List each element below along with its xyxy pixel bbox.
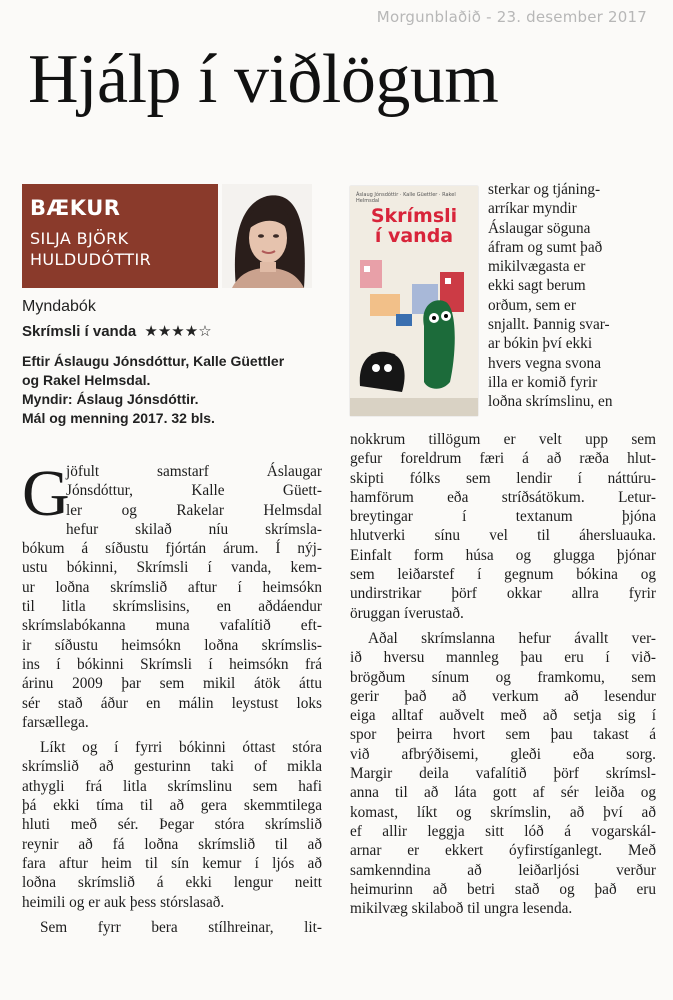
text-line: mikilvæg skilaboð til ungra lesenda.	[350, 900, 573, 918]
text-line: fara aftur heim til sín kemur í ljós að	[22, 854, 322, 872]
text-line: undirstrikar þörf okkar allra fyrir	[350, 585, 656, 603]
text-line: samkenndina að leiðarljósi verður	[350, 861, 656, 879]
text-line: loðna skrímslið á ekki lengur neitt	[22, 874, 322, 892]
text-line: ið hversu mannleg þau eru í við-	[350, 649, 656, 667]
text-line: til litla skrímslisins, en aðdáendur	[22, 598, 322, 616]
section-rubric	[22, 184, 218, 288]
text-line: ler og Rakelar Helmsdal	[66, 501, 322, 519]
credit-line: og Rakel Helmsdal.	[22, 372, 151, 388]
text-line: ir síðustu heimsókn loðna skrímslis-	[22, 636, 322, 654]
headline: Hjálp í viðlögum	[28, 41, 499, 118]
text-line: hvers vegna svona	[488, 354, 601, 372]
text-line: ur loðna skrímslið aftur í heimsókn	[22, 578, 322, 596]
text-line: Áslaugar söguna	[488, 219, 591, 237]
text-line: hamförum eða stríðsátökum. Letur-	[350, 488, 656, 506]
article-column-left	[22, 457, 322, 937]
text-line: breytingar í textanum þjóna	[350, 508, 656, 526]
book-title-rating	[22, 322, 212, 340]
text-line: öruggan íverustað.	[350, 604, 464, 622]
text-line: hlutverki sínu vel til áhersluauka.	[350, 527, 656, 545]
cover-authors: Áslaug Jónsdóttir · Kalle Güettler · Rakel Helmsdal	[356, 192, 456, 204]
book-credits	[22, 352, 342, 428]
text-line: orðum, sem er	[488, 296, 576, 314]
drop-cap: G	[22, 457, 70, 530]
text-line: reynir að fá loðna skrímslið til að	[22, 835, 322, 853]
text-line: ekki sagt berum	[488, 277, 586, 295]
text-line: heimili og er auk þess stórslasað.	[22, 893, 225, 911]
section-label: BÆKUR	[30, 196, 121, 220]
reviewer-portrait	[222, 184, 312, 288]
article-column-right	[350, 430, 656, 918]
text-line: gerir það að verkum að lesendur	[350, 687, 656, 705]
text-line: snjallt. Þannig svar-	[488, 316, 610, 334]
text-line: Einfalt form húsa og glugga þjónar	[350, 546, 656, 564]
text-line: hefur skilað níu skrímsla-	[66, 520, 322, 538]
reviewer-name: SILJA BJÖRK HULDUDÓTTIR	[30, 229, 152, 269]
text-line: gefur foreldrum færi á að ræða hlut-	[350, 450, 656, 468]
text-line: illa er komið fyrir	[488, 373, 598, 391]
text-line: Jónsdóttur, Kalle Güett-	[66, 482, 322, 500]
text-line: heimurinn að betri stað og það eru	[350, 880, 656, 898]
text-line: arríkar myndir	[488, 200, 577, 218]
book-genre: Myndabók	[22, 298, 96, 315]
text-line: loðna skrímslinu, en	[488, 393, 613, 411]
text-line: spor þeirra hvort sem þau takast á	[350, 726, 656, 744]
credit-line: Eftir Áslaugu Jónsdóttur, Kalle Güettler	[22, 353, 285, 369]
text-line: brögðum sínum og framkomu, sem	[350, 668, 656, 686]
text-line: ar bókin því ekki	[488, 335, 593, 353]
text-line: Margir deila vafalítið þörf skrímsl-	[350, 765, 656, 783]
text-line: bókum á síðustu fjórtán árum. Í nýj-	[22, 540, 322, 558]
text-line: þá ekki tíma til að gera skemmtilega	[22, 797, 322, 815]
text-line: Líkt og í fyrri bókinni óttast stóra	[40, 739, 322, 757]
text-line: áfram og sumt það	[488, 238, 603, 256]
text-line: Sem fyrr bera stílhreinar, lit-	[40, 918, 322, 936]
text-line: árinu 2009 þar sem mikil átök áttu	[22, 675, 322, 693]
article-column-right-top	[488, 180, 652, 412]
text-line: skrímslið að gesturinn taki of mikla	[22, 758, 322, 776]
text-line: nokkrum tillögum er velt upp sem	[350, 431, 656, 448]
credit-line: Myndir: Áslaug Jónsdóttir.	[22, 391, 199, 407]
book-cover-image	[350, 186, 478, 416]
credit-line: Mál og menning 2017. 32 bls.	[22, 410, 215, 426]
text-line: eiga alltaf auðvelt með að setja sig í	[350, 707, 656, 725]
text-line: við afbrýðisemi, gleði eða sorg.	[350, 745, 656, 763]
text-line: ef allir leggja sitt lóð á vogarskál-	[350, 822, 656, 840]
text-line: farsællega.	[22, 713, 89, 731]
text-line: skipti fólks sem lendir í náttúru-	[350, 469, 656, 487]
cover-title: Skrímsli í vanda	[370, 205, 458, 247]
text-line: skrímslabókanna muna vafalítið eft-	[22, 617, 322, 635]
star-rating: ★★★★☆	[144, 323, 212, 340]
text-line: mikilvægasta er	[488, 258, 586, 276]
text-line: ins í bókinni Skrímsli í heimsókn frá	[22, 655, 322, 673]
text-line: sterkar og tjáning-	[488, 181, 601, 198]
text-line: Aðal skrímslanna hefur ávallt ver-	[368, 629, 656, 647]
text-line: komast, líkt og skrímslin, að því að	[350, 803, 656, 821]
book-title: Skrímsli í vanda	[22, 323, 137, 340]
text-line: jöfult samstarf Áslaugar	[66, 463, 322, 480]
masthead: Morgunblaðið - 23. desember 2017	[376, 8, 647, 26]
text-line: sér stað áður en málin leystust loks	[22, 694, 322, 712]
text-line: athygli frá litla skrímslinu sem hafi	[22, 777, 322, 795]
text-line: ustu bókinni, Skrímsli í vanda, kem-	[22, 559, 322, 577]
text-line: sem leiðarstef í gegnum bókina og	[350, 566, 656, 584]
text-line: arnar er ekkert óyfirstíganlegt. Með	[350, 842, 656, 860]
text-line: hluti með sér. Þegar stóra skrímslið	[22, 816, 322, 834]
text-line: anna til að láta gott af sér leiða og	[350, 784, 656, 802]
